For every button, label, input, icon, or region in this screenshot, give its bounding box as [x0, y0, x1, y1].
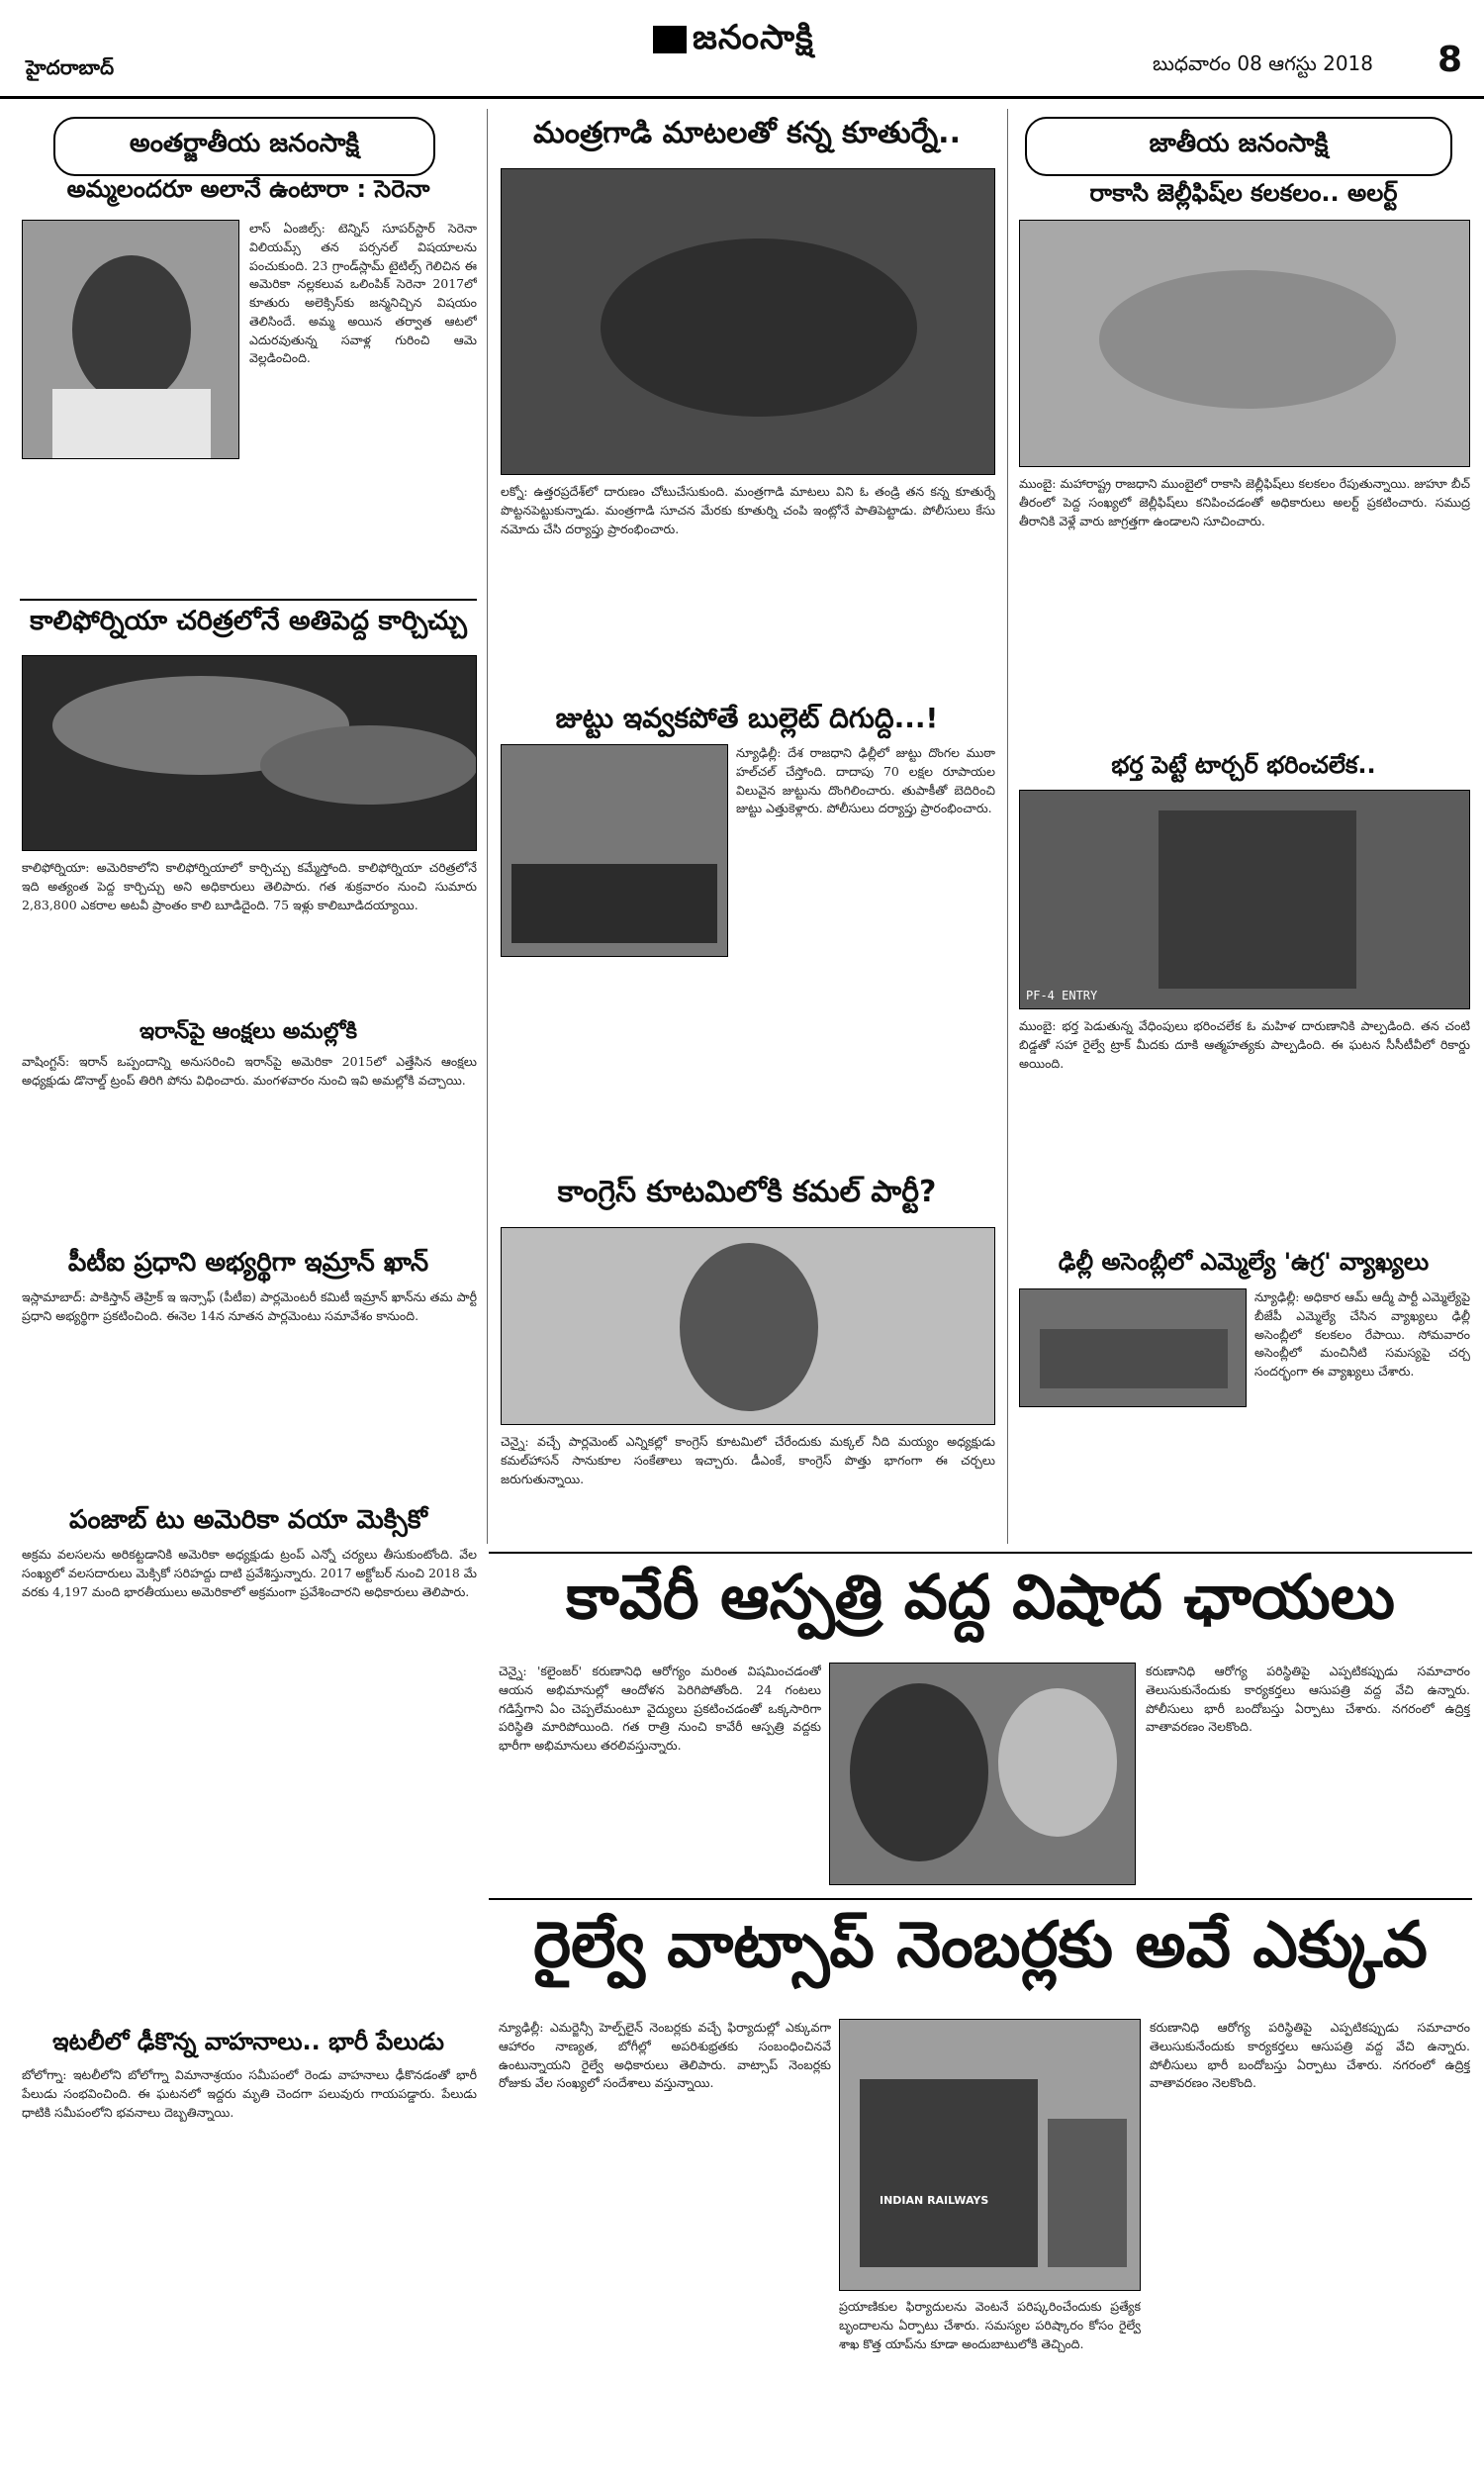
column-divider [487, 109, 488, 1544]
photo-jellyfish [1019, 220, 1470, 467]
headline: భర్త పెట్టే టార్చర్ భరించలేక.. [1111, 751, 1376, 779]
photo-cctv [1019, 790, 1470, 1009]
headline: మంత్రగాడి మాటలతో కన్న కూతుర్నే.. [533, 116, 961, 150]
train-label: INDIAN RAILWAYS [880, 2194, 989, 2207]
masthead-date: బుధవారం 08 ఆగస్టు 2018 [1153, 51, 1373, 75]
divider [489, 1898, 1472, 1900]
article-body: న్యూఢిల్లీ: దేశ రాజధాని ఢిల్లీలో జుట్టు దొంగల ముఠా హల్‌చల్ చేస్తోంది. దాదాపు 70 లక్షల రూపాయల విలువైన జుట్టును దొంగిలించారు. తుపాకీతో బెదిరించి జుట్టు ఎత్తుకెళ్లారు. పోలీసులు దర్యాప్తు ప్రారంభించారు. [736, 745, 995, 816]
masthead [0, 0, 1484, 99]
portrait-image [23, 221, 238, 458]
photo-wildfire [22, 655, 477, 851]
photo-assembly [1019, 1288, 1247, 1407]
article-body: న్యూఢిల్లీ: అధికార ఆమ్ ఆద్మీ పార్టీ ఎమ్మెల్యేపై బీజేపీ ఎమ్మెల్యే చేసిన వ్యాఖ్యలు ఢిల్లీ అసెంబ్లీలో కలకలం రేపాయి. సోమవారం అసెంబ్లీలో మంచినీటి సమస్యపై చర్చ సందర్భంగా ఈ వ్యాఖ్యలు చేశారు. [1254, 1289, 1470, 1379]
photo-serena [22, 220, 239, 459]
masthead-city: హైదరాబాద్ [26, 55, 115, 79]
banner-headline: కావేరీ ఆస్పత్రి వద్ద విషాద ఛాయలు [565, 1561, 1396, 1633]
photo-kamal [501, 1227, 995, 1425]
logo-icon [653, 26, 687, 53]
article-body: కరుణానిధి ఆరోగ్య పరిస్థితిపై ఎప్పటికప్పుడు సమాచారం తెలుసుకునేందుకు కార్యకర్తలు ఆసుపత్రి వద్ద వేచి ఉన్నారు. పోలీసులు భారీ బందోబస్తు ఏర్పాటు చేశారు. నగరంలో ఉద్రిక్త వాతావరణం నెలకొంది. [1150, 2020, 1470, 2091]
headline: ఇరాన్‌పై ఆంక్షలు అమల్లోకి [139, 1019, 357, 1044]
crime-scene-image [502, 169, 994, 474]
hair-theft-image [502, 745, 727, 956]
column-divider [1007, 109, 1008, 1544]
cctv-image [1020, 791, 1469, 1008]
photo-kaveri [829, 1663, 1136, 1885]
headline: రాకాసి జెల్లీఫిష్‌ల కలకలం.. అలర్ట్ [1089, 179, 1398, 207]
divider [20, 599, 477, 601]
masthead-logo [653, 18, 814, 65]
article-body: చెన్నై: 'కలైంజర్' కరుణానిధి ఆరోగ్యం మరింత విషమించడంతో ఆయన అభిమానుల్లో ఆందోళన పెరిగిపోతోంది. 24 గంటలు గడిస్తేగాని ఏం చెప్పలేమంటూ వైద్యులు ప్రకటించడంతో ఒక్కసారిగా పరిస్థితి మారిపోయింది. గత రాత్రి నుంచి కావేరీ ఆస్పత్రి వద్దకు భారీగా అభిమానులు తరలివస్తున్నారు. [499, 1664, 821, 1753]
wildfire-image [23, 656, 476, 850]
headline: కాలిఫోర్నియా చరిత్రలోనే అతిపెద్ద కార్చిచ్చు [30, 606, 467, 636]
banner-headline: రైల్వే వాట్సాప్ నెంబర్లకు అవే ఎక్కువ [533, 1909, 1428, 1982]
photo-train [839, 2019, 1141, 2291]
section-header-national: జాతీయ జనంసాక్షి [1025, 117, 1452, 176]
jellyfish-image [1020, 221, 1469, 466]
headline: అమ్మలందరూ అలానే ఉంటారా : సెరెనా [66, 175, 430, 203]
article-body: చెన్నై: వచ్చే పార్లమెంట్ ఎన్నికల్లో కాంగ్రెస్ కూటమిలో చేరేందుకు మక్కల్ నీది మయ్యం అధ్యక్షుడు కమల్‌హాసన్ సానుకూల సంకేతాలు ఇచ్చారు. డీఎంకే, కాంగ్రెస్ పొత్తు భాగంగా ఈ చర్చలు జరుగుతున్నాయి. [501, 1434, 995, 1486]
kaveri-image [830, 1664, 1135, 1884]
article-body: ముంబై: మహారాష్ట్ర రాజధాని ముంబైలో రాకాసి జెల్లీఫిష్‌లు కలకలం రేపుతున్నాయి. జుహూ బీచ్ తీరంలో పెద్ద సంఖ్యలో జెల్లీఫిష్‌లు కనిపించడంతో అధికారులు అలర్ట్ ప్రకటించారు. సముద్ర తీరానికి వెళ్లే వారు జాగ్రత్తగా ఉండాలని సూచించారు. [1019, 476, 1470, 528]
cctv-label: PF-4 ENTRY [1026, 989, 1098, 1002]
headline: పీటీఐ ప్రధాని అభ్యర్థిగా ఇమ్రాన్ ఖాన్ [67, 1248, 429, 1278]
headline: ఇటలీలో ఢీకొన్న వాహనాలు.. భారీ పేలుడు [52, 2028, 444, 2055]
article-body: అక్రమ వలసలను అరికట్టడానికి అమెరికా అధ్యక్షుడు ట్రంప్ ఎన్నో చర్యలు తీసుకుంటోంది. వేల సంఖ్యలో వలసదారులు మెక్సికో సరిహద్దు దాటి ప్రవేశిస్తున్నారు. 2017 అక్టోబర్ నుంచి 2018 మే వరకు 4,197 మంది భారతీయులు అమెరికాలో అక్రమంగా ప్రవేశించారని అధికారులు తెలిపారు. [22, 1547, 477, 1599]
photo-crime-scene [501, 168, 995, 475]
divider [489, 1552, 1472, 1554]
article-body: ప్రయాణికుల ఫిర్యాదులను వెంటనే పరిష్కరించేందుకు ప్రత్యేక బృందాలను ఏర్పాటు చేశారు. సమస్యల పరిష్కారం కోసం రైల్వే శాఖ కొత్త యాప్‌ను కూడా అందుబాటులోకి తెచ్చింది. [839, 2299, 1141, 2351]
paper-name: జనంసాక్షి [693, 18, 814, 57]
headline: ఢిల్లీ అసెంబ్లీలో ఎమ్మెల్యే 'ఉగ్ర' వ్యాఖ్యలు [1058, 1248, 1430, 1276]
article-body: బోలోగ్నా: ఇటలీలోని బోలోగ్నా విమానాశ్రయం సమీపంలో రెండు వాహనాలు ఢీకొనడంతో భారీ పేలుడు సంభవించింది. ఈ ఘటనలో ఇద్దరు మృతి చెందగా పలువురు గాయపడ్డారు. పేలుడు ధాటికి సమీపంలోని భవనాలు దెబ్బతిన్నాయి. [22, 2067, 477, 2120]
section-header-international: అంతర్జాతీయ జనంసాక్షి [53, 117, 435, 176]
page-number: 8 [1437, 40, 1462, 80]
train-image [840, 2020, 1140, 2290]
kamal-image [502, 1228, 994, 1424]
article-body: లక్నో: ఉత్తరప్రదేశ్‌లో దారుణం చోటుచేసుకుంది. మంత్రగాడి మాటలు విని ఓ తండ్రి తన కన్న కూతుర్నే పొట్టనపెట్టుకున్నాడు. మంత్రగాడి సూచన మేరకు కూతుర్ని చంపి ఇంట్లోనే పాతిపెట్టాడు. పోలీసులు కేసు నమోదు చేసి దర్యాప్తు ప్రారంభించారు. [501, 484, 995, 536]
article-body: ముంబై: భర్త పెడుతున్న వేధింపులు భరించలేక ఓ మహిళ దారుణానికి పాల్పడింది. తన చంటి బిడ్డతో సహా రైల్వే ట్రాక్ మీదకు దూకి ఆత్మహత్యకు పాల్పడింది. ఈ ఘటన సీసీటీవీలో రికార్డు అయింది. [1019, 1018, 1470, 1071]
assembly-image [1020, 1289, 1246, 1406]
photo-hair-theft [501, 744, 728, 957]
article-body: న్యూఢిల్లీ: ఎమర్జెన్సీ హెల్ప్‌లైన్ నెంబర్లకు వచ్చే ఫిర్యాదుల్లో ఎక్కువగా ఆహారం నాణ్యత, బోగీల్లో అపరిశుభ్రతకు సంబంధించినవే ఉంటున్నాయని రైల్వే అధికారులు తెలిపారు. వాట్సాప్ నెంబర్లకు రోజుకు వేల సంఖ్యలో సందేశాలు వస్తున్నాయి. [499, 2020, 831, 2091]
headline: జుట్టు ఇవ్వకపోతే బుల్లెట్ దిగుద్ది...! [555, 702, 939, 734]
headline: కాంగ్రెస్ కూటమిలోకి కమల్ పార్టీ? [557, 1175, 937, 1209]
article-body: కరుణానిధి ఆరోగ్య పరిస్థితిపై ఎప్పటికప్పుడు సమాచారం తెలుసుకునేందుకు కార్యకర్తలు ఆసుపత్రి వద్ద వేచి ఉన్నారు. పోలీసులు భారీ బందోబస్తు ఏర్పాటు చేశారు. నగరంలో ఉద్రిక్త వాతావరణం నెలకొంది. [1146, 1664, 1470, 1735]
headline: పంజాబ్ టు అమెరికా వయా మెక్సికో [69, 1505, 427, 1535]
article-body: ఇస్లామాబాద్: పాకిస్తాన్ తెహ్రిక్ ఇ ఇన్సాఫ్ (పీటీఐ) పార్లమెంటరీ కమిటీ ఇమ్రాన్ ఖాన్‌ను తమ పార్టీ ప్రధాని అభ్యర్థిగా ప్రకటించింది. ఈనెల 14న నూతన పార్లమెంటు సమావేశం కానుంది. [22, 1289, 477, 1323]
article-body: కాలిఫోర్నియా: అమెరికాలోని కాలిఫోర్నియాలో కార్చిచ్చు కమ్మేస్తోంది. కాలిఫోర్నియా చరిత్రలోనే ఇది అత్యంత పెద్ద కార్చిచ్చు అని అధికారులు తెలిపారు. గత శుక్రవారం నుంచి సుమారు 2,83,800 ఎకరాల అటవీ ప్రాంతం కాలి బూడిదైంది. 75 ఇళ్లు కాలిబూడిదయ్యాయి. [22, 860, 477, 912]
article-body: వాషింగ్టన్: ఇరాన్ ఒప్పందాన్ని అనుసరించి ఇరాన్‌పై అమెరికా 2015లో ఎత్తేసిన ఆంక్షలు అధ్యక్షుడు డొనాల్డ్ ట్రంప్ తిరిగి పోను విధించారు. మంగళవారం నుంచి ఇవి అమల్లోకి వచ్చాయి. [22, 1054, 477, 1088]
article-body: లాస్ ఏంజిల్స్: టెన్నిస్ సూపర్‌స్టార్ సెరెనా విలియమ్స్ తన పర్సనల్ విషయాలను పంచుకుంది. 23 గ్రాండ్‌స్లామ్ టైటిల్స్ గెలిచిన ఈ అమెరికా నల్లకలువ ఒలింపిక్ సెరెనా 2017లో కూతురు అలెక్సిస్‌కు జన్మనిచ్చిన విషయం తెలిసిందే. అమ్మ అయిన తర్వాత ఆటలో ఎదురవుతున్న సవాళ్ల గురించి ఆమె వెల్లడించింది. [249, 221, 477, 366]
